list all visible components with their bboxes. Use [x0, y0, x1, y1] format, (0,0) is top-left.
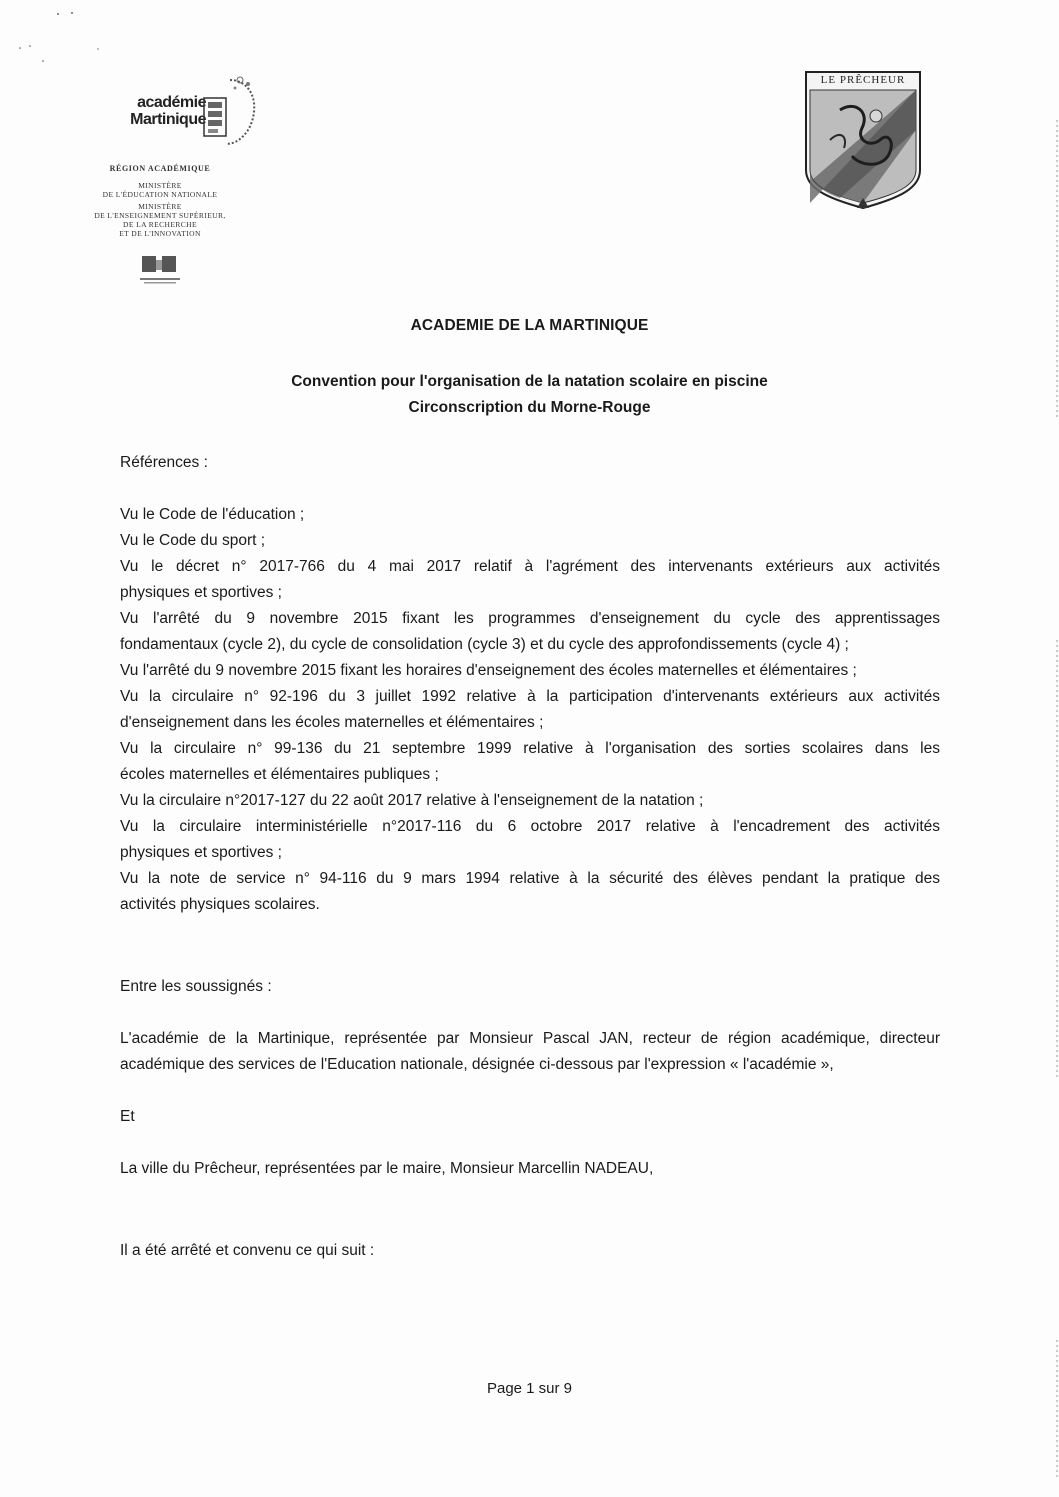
crest-shield-icon [800, 70, 926, 210]
academie-wordmark [116, 94, 206, 128]
reference-arrete-programmes-line1: Vu l'arrêté du 9 novembre 2015 fixant les programmes d'enseignement du cycle des apprentissages [120, 610, 940, 627]
reference-circulaire-92-196-line1: Vu la circulaire n° 92-196 du 3 juillet 1992 relative à la participation d'intervenants extérieurs aux activités [120, 688, 940, 705]
document-title: ACADEMIE DE LA MARTINIQUE [410, 317, 649, 334]
parties-heading: Entre les soussignés : [120, 978, 272, 995]
reference-arrete-programmes-line2: fondamentaux (cycle 2), du cycle de consolidation (cycle 3) et du cycle des approfondissements (cycle 4) ; [120, 636, 849, 653]
ministry-education-label [60, 181, 260, 199]
references-heading: Références : [120, 454, 208, 471]
academie-emblem-icon [200, 74, 260, 150]
reference-circulaire-92-196-line2: d'enseignement dans les écoles maternelles et élémentaires ; [120, 714, 544, 731]
reference-code-education: Vu le Code de l'éducation ; [120, 506, 305, 523]
page-number: Page 1 sur 9 [486, 1380, 573, 1397]
reference-decret-2017-766-line2: physiques et sportives ; [120, 584, 282, 601]
academie-logo [60, 70, 280, 158]
crest-title: LE PRÊCHEUR [820, 74, 906, 86]
agreement-statement: Il a été arrêté et convenu ce qui suit : [120, 1242, 375, 1259]
party-academie-line2: académique des services de l'Education nationale, désignée ci-dessous par l'expression « l'académie », [120, 1056, 834, 1073]
ministry-higher-education-line4: ET DE L'INNOVATION [119, 229, 201, 238]
ministry-higher-education-line2: DE L'ENSEIGNEMENT SUPÉRIEUR, [94, 211, 226, 220]
reference-note-94-116-line1: Vu la note de service n° 94-116 du 9 mars 1994 relative à la sécurité des élèves pendant la pratique des [120, 870, 940, 887]
scan-edge-noise [1053, 0, 1059, 1497]
party-ville-precheur: La ville du Prêcheur, représentées par le maire, Monsieur Marcellin NADEAU, [120, 1160, 654, 1177]
and-separator: Et [120, 1108, 135, 1125]
academie-wordmark-line1: académie [137, 94, 206, 111]
le-precheur-crest [800, 70, 926, 210]
reference-decret-2017-766-line1: Vu le décret n° 2017-766 du 4 mai 2017 relatif à l'agrément des intervenants extérieurs aux activités [120, 558, 940, 575]
reference-circulaire-99-136-line1: Vu la circulaire n° 99-136 du 21 septembre 1999 relative à l'organisation des sorties scolaires dans les [120, 740, 940, 757]
party-academie-line1: L'académie de la Martinique, représentée par Monsieur Pascal JAN, recteur de région académique, directeur [120, 1030, 940, 1047]
reference-circulaire-99-136-line2: écoles maternelles et élémentaires publiques ; [120, 766, 439, 783]
academie-institution-text [60, 164, 260, 291]
reference-arrete-horaires: Vu l'arrêté du 9 novembre 2015 fixant les horaires d'enseignement des écoles maternelles et élémentaires ; [120, 662, 857, 679]
document-circonscription: Circonscription du Morne-Rouge [408, 399, 651, 416]
republique-francaise-logo-icon [140, 254, 180, 286]
ministry-education-line2: DE L'ÉDUCATION NATIONALE [102, 190, 218, 199]
ministry-higher-education-label [60, 202, 260, 238]
reference-circulaire-2017-116-line2: physiques et sportives ; [120, 844, 282, 861]
document-subtitle: Convention pour l'organisation de la natation scolaire en piscine [291, 373, 768, 390]
ministry-higher-education-line1: MINISTÈRE [138, 202, 182, 211]
reference-circulaire-2017-116-line1: Vu la circulaire interministérielle n°2017-116 du 6 octobre 2017 relative à l'encadrement des activités [120, 818, 940, 835]
reference-circulaire-2017-127: Vu la circulaire n°2017-127 du 22 août 2017 relative à l'enseignement de la natation ; [120, 792, 704, 809]
ministry-education-line1: MINISTÈRE [138, 181, 182, 190]
region-academique-label: RÉGION ACADÉMIQUE [109, 164, 211, 173]
reference-code-sport: Vu le Code du sport ; [120, 532, 266, 549]
ministry-higher-education-line3: DE LA RECHERCHE [123, 220, 197, 229]
academie-wordmark-line2: Martinique [130, 111, 206, 128]
scan-specks [0, 0, 140, 80]
reference-note-94-116-line2: activités physiques scolaires. [120, 896, 320, 913]
academie-logo-block [60, 70, 280, 291]
